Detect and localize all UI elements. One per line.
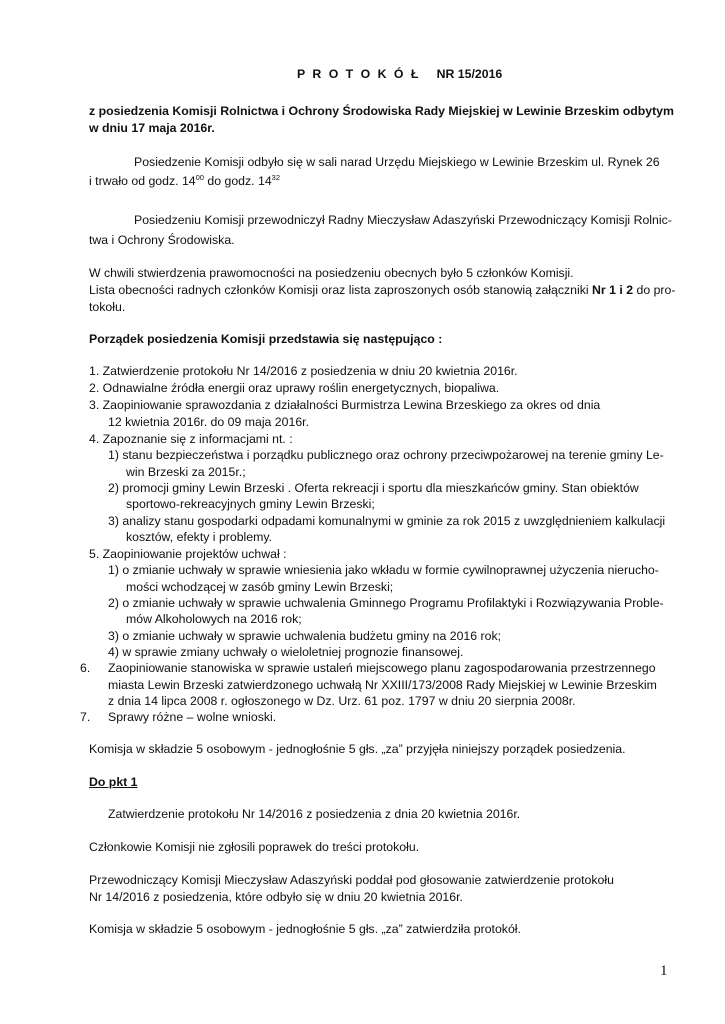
- agenda-item-6-line3: z dnia 14 lipca 2008 r. ogłoszonego w Dz. Urz. 61 poz. 1797 w dniu 20 sierpnia 2008r.: [108, 694, 576, 708]
- attachments-text-end: do pro-: [633, 283, 676, 297]
- pkt1-line1: Zatwierdzenie protokołu Nr 14/2016 z posiedzenia z dnia 20 kwietnia 2016r.: [108, 807, 521, 821]
- time-end-text: do godz. 14: [203, 174, 272, 188]
- agenda-item-4-1-line2: win Brzeski za 2015r.;: [126, 465, 246, 479]
- agenda-item-5-2-line2: mów Alkoholowych na 2016 rok;: [126, 612, 302, 626]
- agenda-vote-result: Komisja w składzie 5 osobowym - jednogłośnie 5 głs. „za” przyjęła niniejszy porządek posiedzenia.: [89, 742, 626, 756]
- agenda-item-5-4: 4) w sprawie zmiany uchwały o wieloletniej prognozie finansowej.: [108, 645, 464, 659]
- agenda-heading: Porządek posiedzenia Komisji przedstawia się następująco :: [89, 332, 443, 346]
- attachments-numbers: Nr 1 i 2: [592, 283, 634, 297]
- title-spaced: P R O T O K Ó Ł: [297, 67, 421, 81]
- intro-p3-line3: tokołu.: [89, 300, 126, 314]
- time-end-minutes: 32: [271, 173, 281, 182]
- intro-p3-line2: [89, 283, 675, 298]
- agenda-item-3-line1: 3. Zaopiniowanie sprawozdania z działalności Burmistrza Lewina Brzeskiego za okres od dnia: [89, 398, 601, 412]
- page-number: 1: [660, 963, 668, 979]
- agenda-item-3-line2: 12 kwietnia 2016r. do 09 maja 2016r.: [108, 415, 309, 429]
- agenda-item-5-2-line1: 2) o zmianie uchwały w sprawie uchwalenia Gminnego Programu Profilaktyki i Rozwiązywania Proble-: [108, 596, 664, 610]
- pkt1-line3b: Nr 14/2016 z posiedzenia, które odbyło się w dniu 20 kwietnia 2016r.: [89, 890, 463, 904]
- agenda-item-6-number: 6.: [80, 661, 91, 675]
- intro-p1-line1: Posiedzenie Komisji odbyło się w sali narad Urzędu Miejskiego w Lewinie Brzeskim ul. Rynek 26: [134, 155, 660, 169]
- intro-p1-line2: [89, 174, 280, 189]
- intro-p2-line1: Posiedzeniu Komisji przewodniczył Radny Mieczysław Adaszyński Przewodniczący Komisji Rolnic-: [134, 213, 672, 227]
- time-start-text: i trwało od godz. 14: [89, 174, 196, 188]
- intro-p3-line1: W chwili stwierdzenia prawomocności na posiedzeniu obecnych było 5 członków Komisji.: [89, 266, 574, 280]
- agenda-item-4-3-line1: 3) analizy stanu gospodarki odpadami komunalnymi w gminie za rok 2015 z uwzględnieniem kalkulacji: [108, 514, 666, 528]
- title-number: NR 15/2016: [436, 67, 503, 81]
- pkt1-line2: Członkowie Komisji nie zgłosili poprawek do treści protokołu.: [89, 840, 420, 854]
- agenda-item-7-number: 7.: [80, 710, 91, 724]
- attachments-text: Lista obecności radnych członków Komisji oraz lista zaproszonych osób stanowią załączniki: [89, 283, 593, 297]
- intro-p2-line2: twa i Ochrony Środowiska.: [89, 233, 235, 247]
- agenda-item-7: Sprawy różne – wolne wnioski.: [108, 710, 277, 724]
- document-title: [297, 67, 502, 82]
- agenda-item-2: 2. Odnawialne źródła energii oraz uprawy roślin energetycznych, biopaliwa.: [89, 381, 500, 395]
- subtitle-line1: z posiedzenia Komisji Rolnictwa i Ochrony Środowiska Rady Miejskiej w Lewinie Brzeskim odbytym: [89, 104, 674, 118]
- agenda-item-5: 5. Zaopiniowanie projektów uchwał :: [89, 547, 287, 561]
- pkt1-line3a: Przewodniczący Komisji Mieczysław Adaszyński poddał pod głosowanie zatwierdzenie protokołu: [89, 873, 614, 887]
- agenda-item-1: 1. Zatwierdzenie protokołu Nr 14/2016 z posiedzenia w dniu 20 kwietnia 2016r.: [89, 364, 518, 378]
- agenda-item-4-3-line2: kosztów, efekty i problemy.: [126, 530, 273, 544]
- time-start-minutes: 00: [195, 173, 204, 182]
- agenda-item-6-line1: Zaopiniowanie stanowiska w sprawie ustaleń miejscowego planu zagospodarowania przestrzennego: [108, 661, 656, 675]
- subtitle-line2: w dniu 17 maja 2016r.: [89, 121, 215, 135]
- section-heading-pkt1: Do pkt 1: [89, 775, 138, 789]
- agenda-item-4-2-line1: 2) promocji gminy Lewin Brzeski . Oferta rekreacji i sportu dla mieszkańców gminy. Stan obiektów: [108, 481, 639, 495]
- pkt1-vote-result: Komisja w składzie 5 osobowym - jednogłośnie 5 głs. „za” zatwierdziła protokół.: [89, 922, 521, 936]
- agenda-item-4: 4. Zapoznanie się z informacjami nt. :: [89, 432, 293, 446]
- agenda-item-4-2-line2: sportowo-rekreacyjnych gminy Lewin Brzeski;: [126, 497, 375, 511]
- agenda-item-5-1-line2: mości wchodzącej w zasób gminy Lewin Brzeski;: [126, 580, 394, 594]
- agenda-item-6-line2: miasta Lewin Brzeski zatwierdzonego uchwałą Nr XXIII/173/2008 Rady Miejskiej w Lewinie Brzeskim: [108, 678, 657, 692]
- agenda-item-4-1-line1: 1) stanu bezpieczeństwa i porządku publicznego oraz ochrony przeciwpożarowej na terenie gminy Le-: [108, 448, 664, 462]
- agenda-item-5-1-line1: 1) o zmianie uchwały w sprawie wniesienia jako wkładu w formie cywilnoprawnej użyczenia nierucho-: [108, 563, 659, 577]
- agenda-item-5-3: 3) o zmianie uchwały w sprawie uchwalenia budżetu gminy na 2016 rok;: [108, 629, 502, 643]
